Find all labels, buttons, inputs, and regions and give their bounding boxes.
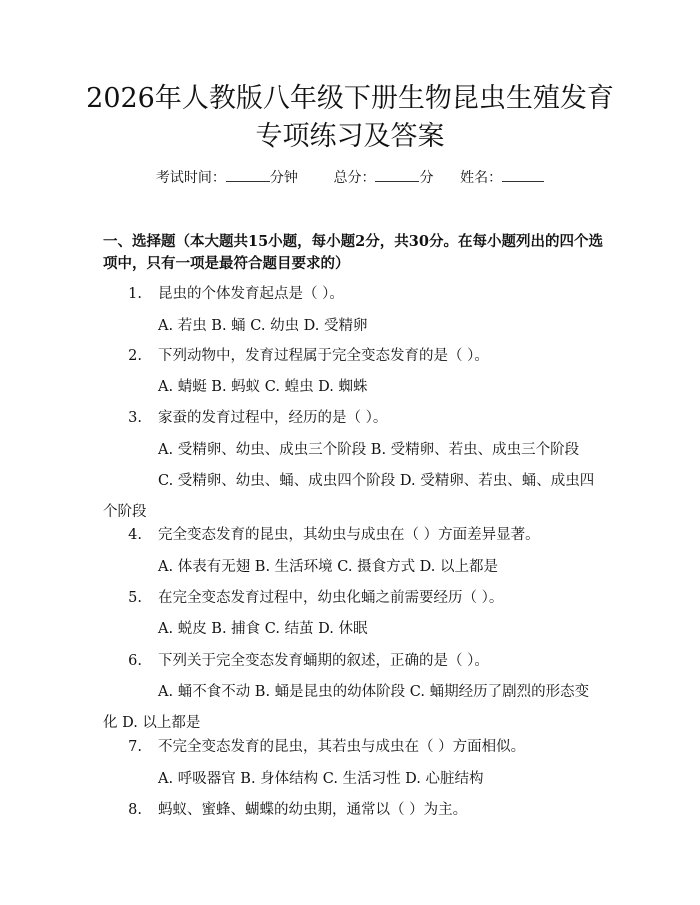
question-number: 3. — [128, 410, 142, 426]
exam-time-label: 考试时间： — [155, 170, 226, 186]
question-5-options: A. 蜕皮 B. 捕食 C. 结茧 D. 休眠 — [158, 621, 368, 637]
question-stem: 下列关于完全变态发育蛹期的叙述，正确的是（ ）。 — [158, 653, 489, 669]
exam-meta-line — [0, 167, 700, 189]
document-title-line1: 2026年人教版八年级下册生物昆虫生殖发育 — [86, 83, 614, 114]
total-score-label: 总分： — [333, 170, 376, 186]
question-number: 8. — [128, 802, 142, 818]
question-stem: 昆虫的个体发育起点是（ ）。 — [158, 286, 344, 302]
question-7-options: A. 呼吸器官 B. 身体结构 C. 生活习性 D. 心脏结构 — [158, 771, 484, 787]
student-name-blank — [502, 167, 544, 182]
question-stem: 蚂蚁、蜜蜂、蝴蝶的幼虫期，通常以（ ）为主。 — [158, 802, 468, 818]
question-number: 7. — [128, 739, 142, 755]
question-number: 1. — [128, 286, 142, 302]
question-number: 5. — [128, 590, 142, 606]
question-number: 2. — [128, 348, 142, 364]
total-score-blank — [375, 167, 419, 182]
question-stem: 在完全变态发育过程中，幼虫化蛹之前需要经历（ ）。 — [158, 590, 504, 606]
total-score-unit: 分 — [419, 170, 434, 186]
student-name-label: 姓名： — [460, 170, 503, 186]
exam-time-unit: 分钟 — [269, 170, 298, 186]
document-title-line2: 专项练习及答案 — [255, 121, 445, 152]
question-stem: 下列动物中，发育过程属于完全变态发育的是（ ）。 — [158, 348, 489, 364]
question-2-options: A. 蜻蜓 B. 蚂蚁 C. 蝗虫 D. 蜘蛛 — [158, 379, 368, 395]
question-stem: 家蚕的发育过程中，经历的是（ ）。 — [158, 410, 388, 426]
section-heading: 一、选择题（本大题共15小题，每小题2分，共30分。在每小题列出的四个选项中，只有一项是最符合题目要求的） — [103, 233, 603, 272]
question-stem: 不完全变态发育的昆虫，其若虫与成虫在（ ）方面相似。 — [158, 739, 526, 755]
question-6-options: A. 蛹不食不动 B. 蛹是昆虫的幼体阶段 C. 蛹期经历了剧烈的形态变化 D. 以上都是 — [103, 684, 590, 731]
question-number: 6. — [128, 653, 142, 669]
question-4-options: A. 体表有无翅 B. 生活环境 C. 摄食方式 D. 以上都是 — [158, 559, 499, 575]
question-3-options-line2: C. 受精卵、幼虫、蛹、成虫四个阶段 D. 受精卵、若虫、蛹、成虫四个阶段 — [103, 473, 595, 520]
question-number: 4. — [128, 527, 142, 543]
question-1-options: A. 若虫 B. 蛹 C. 幼虫 D. 受精卵 — [158, 318, 368, 334]
exam-time-blank — [226, 167, 270, 182]
question-stem: 完全变态发育的昆虫，其幼虫与成虫在（ ）方面差异显著。 — [158, 527, 540, 543]
question-3-options-line1: A. 受精卵、幼虫、成虫三个阶段 B. 受精卵、若虫、成虫三个阶段 — [158, 442, 580, 458]
